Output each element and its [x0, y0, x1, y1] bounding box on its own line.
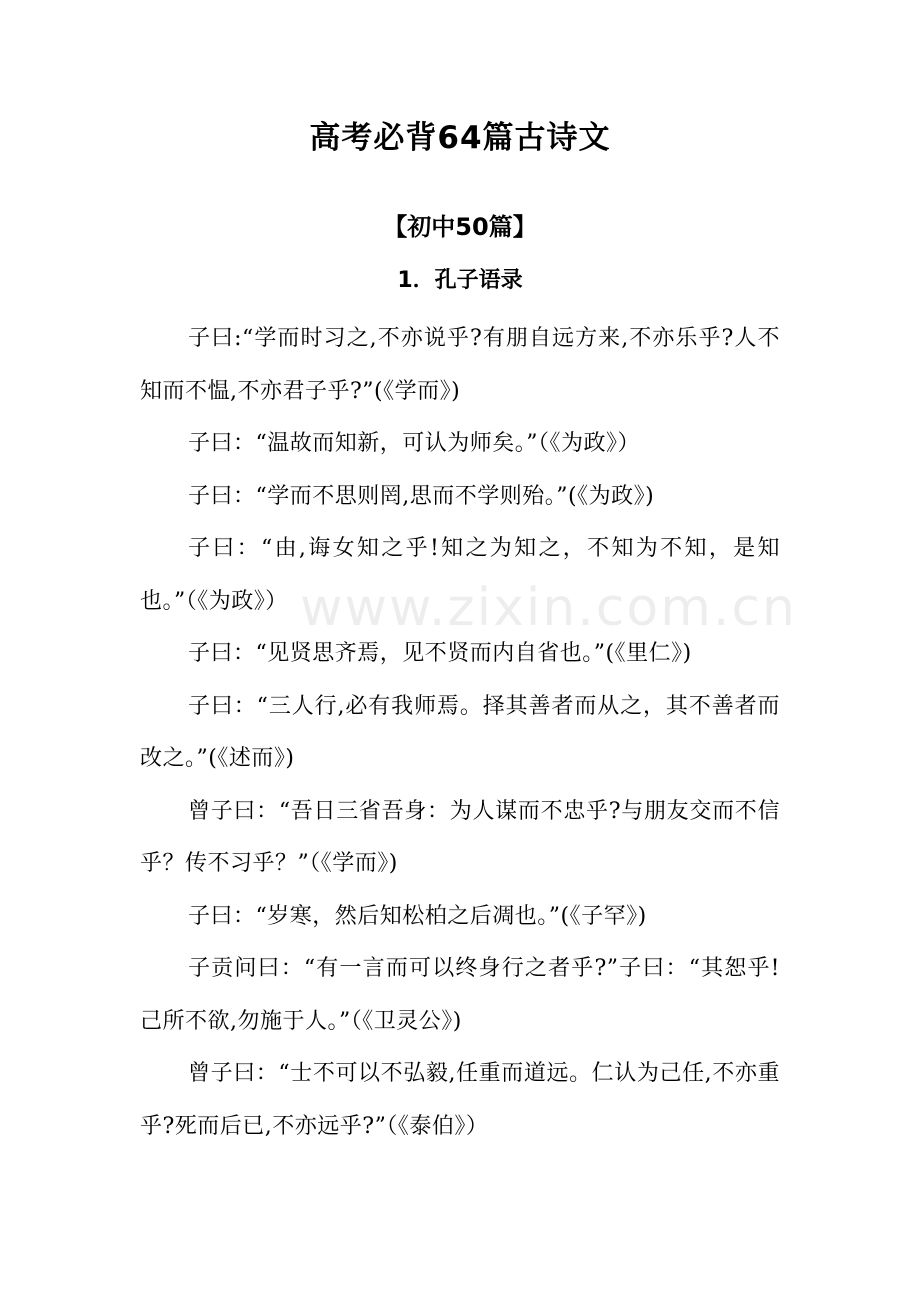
paragraph: 子曰：“见贤思齐焉，见不贤而内自省也。”(《里仁》)	[188, 641, 692, 666]
paragraph: 子曰：“学而不思则罔,思而不学则殆。”(《为政》)	[188, 483, 655, 509]
paragraph: 子曰:“学而时习之,不亦说乎?有朋自远方来,不亦乐乎?人不知而不愠,不亦君子乎?”(《学而》)	[140, 326, 780, 404]
paragraph: 子曰：“温故而知新，可认为师矣。”（《为政》）	[188, 431, 640, 456]
section-title: 【初中50篇】	[383, 213, 537, 241]
paragraph: 子曰：“三人行,必有我师焉。择其善者而从之，其不善者而改之。”(《述而》)	[140, 693, 780, 771]
document-title: 高考必背64篇古诗文	[309, 120, 611, 156]
paragraph: 子曰：“由,诲女知之乎!知之为知之，不知为不知，是知也。”（《为政》）	[140, 536, 780, 614]
document-body	[140, 313, 797, 1153]
paragraph: 子贡问曰：“有一言而可以终身行之者乎?”子曰：“其恕乎!己所不欲,勿施于人。”（《卫灵公》)	[140, 956, 780, 1034]
watermark: www.zixin.com.cn	[300, 578, 797, 638]
paragraph: 子曰：“岁寒，然后知松柏之后凋也。”(《子罕》)	[188, 903, 647, 929]
paragraph: 曾子曰：“吾日三省吾身：为人谋而不忠乎?与朋友交而不信乎？传不习乎？”（《学而》)	[140, 798, 780, 876]
paragraph: 曾子曰：“士不可以不弘毅,任重而道远。仁认为己任,不亦重乎?死而后已,不亦远乎?”（《泰伯》）	[140, 1061, 780, 1139]
chapter-title: 1．孔子语录	[397, 268, 523, 293]
